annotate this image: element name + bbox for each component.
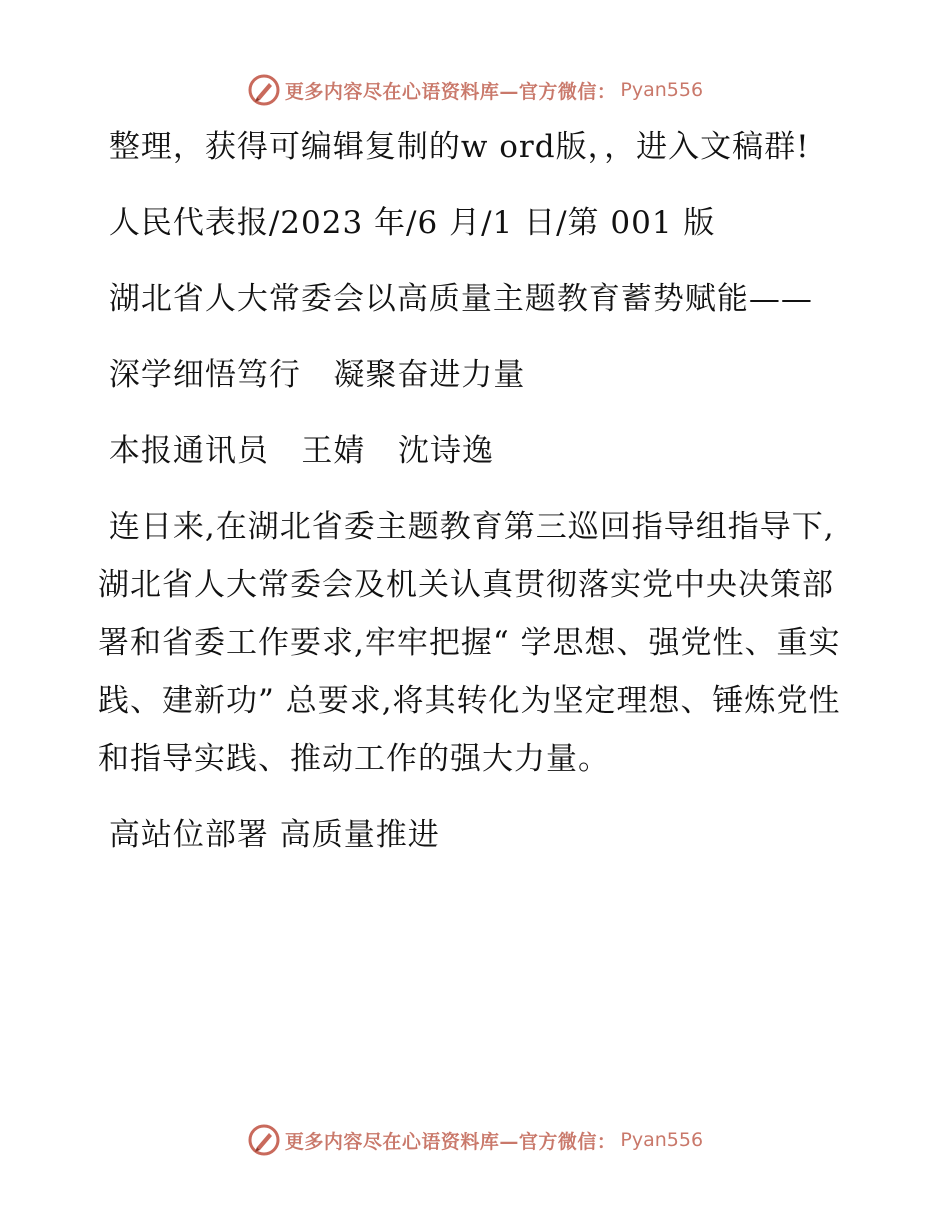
watermark-group-footer bbox=[247, 1123, 703, 1157]
watermark-contact: Pyan556 bbox=[620, 79, 704, 101]
paragraph-source: 人民代表报/2023 年/6 月/1 日/第 001 版 bbox=[98, 205, 716, 241]
watermark-text-footer: 更多内容尽在心语资料库—官方微信： bbox=[284, 1130, 617, 1153]
paragraph-section-heading: 高站位部署 高质量推进 bbox=[98, 817, 440, 853]
logo-icon-footer bbox=[247, 1123, 281, 1157]
watermark-contact-footer: Pyan556 bbox=[620, 1129, 704, 1151]
paragraph-headline: 湖北省人大常委会以高质量主题教育蓄势赋能—— bbox=[98, 281, 813, 317]
footer-watermark bbox=[0, 1120, 950, 1160]
paragraph-subheadline: 深学细悟笃行 凝聚奋进力量 bbox=[98, 357, 526, 393]
paragraph-intro: 整理，获得可编辑复制的w ord版，，进入文稿群! bbox=[98, 129, 810, 165]
watermark-text: 更多内容尽在心语资料库—官方微信： bbox=[284, 80, 617, 103]
document-body bbox=[98, 118, 858, 882]
watermark-group bbox=[247, 73, 703, 107]
logo-icon bbox=[247, 73, 281, 107]
header-watermark bbox=[0, 70, 950, 110]
paragraph-body: 连日来,在湖北省委主题教育第三巡回指导组指导下,湖北省人大常委会及机关认真贯彻落实党中央决策部署和省委工作要求,牢牢把握“ 学思想、强党性、重实践、建新功” 总要求,将其转化为坚定理想、锤炼党性和指导实践、推动工作的强大力量。 bbox=[98, 509, 841, 777]
paragraph-byline: 本报通讯员 王婧 沈诗逸 bbox=[98, 433, 494, 469]
